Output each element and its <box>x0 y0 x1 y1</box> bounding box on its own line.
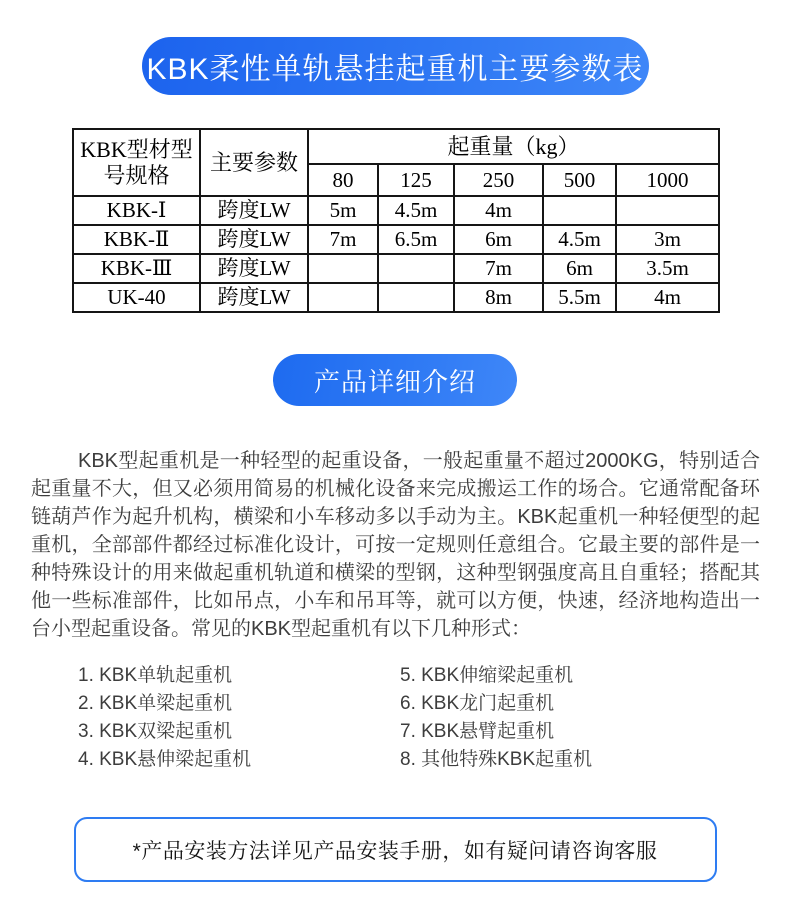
crane-types-list <box>78 662 790 774</box>
capacity-header-250: 250 <box>454 164 543 196</box>
parameters-table <box>72 128 720 313</box>
param-column-header: 主要参数 <box>200 129 308 196</box>
spec-table-wrap <box>72 128 790 313</box>
span-value-cell: 7m <box>308 225 378 254</box>
list-item: 3. KBK双梁起重机 <box>78 721 233 742</box>
model-cell: KBK-Ⅱ <box>73 225 200 254</box>
model-cell: UK-40 <box>73 283 200 312</box>
capacity-header-125: 125 <box>378 164 454 196</box>
list-item: 7. KBK悬臂起重机 <box>400 721 555 742</box>
span-value-cell: 6m <box>543 254 616 283</box>
span-value-cell: 6.5m <box>378 225 454 254</box>
span-value-cell: 4.5m <box>378 196 454 225</box>
section-header-pill <box>273 354 517 406</box>
table-row <box>73 254 719 283</box>
span-value-cell <box>308 283 378 312</box>
page-title: KBK柔性单轨悬挂起重机主要参数表 <box>146 53 644 86</box>
list-item: 1. KBK单轨起重机 <box>78 665 233 686</box>
span-value-cell: 7m <box>454 254 543 283</box>
installation-note-text: *产品安装方法详见产品安装手册，如有疑问请咨询客服 <box>132 839 658 863</box>
span-value-cell: 8m <box>454 283 543 312</box>
section-header-label: 产品详细介绍 <box>313 366 476 397</box>
spec-table-body <box>73 196 719 312</box>
list-item: 2. KBK单梁起重机 <box>78 693 233 714</box>
span-value-cell <box>308 254 378 283</box>
span-value-cell: 3m <box>616 225 719 254</box>
span-value-cell: 4.5m <box>543 225 616 254</box>
list-item: 6. KBK龙门起重机 <box>400 693 555 714</box>
crane-types-right <box>400 662 592 774</box>
span-value-cell: 5.5m <box>543 283 616 312</box>
model-column-header: KBK型材型号规格 <box>73 129 200 196</box>
capacity-header-500: 500 <box>543 164 616 196</box>
list-item: 4. KBK悬伸梁起重机 <box>78 749 252 770</box>
span-value-cell: 3.5m <box>616 254 719 283</box>
table-row <box>73 196 719 225</box>
param-cell: 跨度LW <box>200 196 308 225</box>
capacity-header-1000: 1000 <box>616 164 719 196</box>
span-value-cell <box>378 283 454 312</box>
span-value-cell: 4m <box>616 283 719 312</box>
span-value-cell: 4m <box>454 196 543 225</box>
capacity-header-80: 80 <box>308 164 378 196</box>
main-title-banner <box>142 37 649 95</box>
span-value-cell <box>616 196 719 225</box>
param-cell: 跨度LW <box>200 225 308 254</box>
model-cell: KBK-Ⅰ <box>73 196 200 225</box>
param-cell: 跨度LW <box>200 254 308 283</box>
capacity-group-header: 起重量（kg） <box>308 129 719 164</box>
table-row <box>73 225 719 254</box>
span-value-cell: 6m <box>454 225 543 254</box>
list-item: 8. 其他特殊KBK起重机 <box>400 749 593 770</box>
model-cell: KBK-Ⅲ <box>73 254 200 283</box>
crane-types-left <box>78 662 400 774</box>
span-value-cell <box>378 254 454 283</box>
span-value-cell: 5m <box>308 196 378 225</box>
table-header-row-1 <box>73 129 719 164</box>
installation-note-box <box>74 817 717 882</box>
table-row <box>73 283 719 312</box>
list-item: 5. KBK伸缩梁起重机 <box>400 665 574 686</box>
span-value-cell <box>543 196 616 225</box>
param-cell: 跨度LW <box>200 283 308 312</box>
intro-paragraph: KBK型起重机是一种轻型的起重设备，一般起重量不超过2000KG，特别适合起重量不大，但又必须用简易的机械化设备来完成搬运工作的场合。它通常配备环链葫芦作为起升机构，横梁和小车移动多以手动为主。KBK起重机一种轻便型的起重机，全部部件都经过标准化设计，可按一定规则任意组合。它最主要的部件是一种特殊设计的用来做起重机轨道和横梁的型钢，这种型钢强度高且自重轻；搭配其他一些标准部件，比如吊点，小车和吊耳等，就可以方便，快速，经济地构造出一台小型起重设备。常见的KBK型起重机有以下几种形式： <box>31 450 760 640</box>
